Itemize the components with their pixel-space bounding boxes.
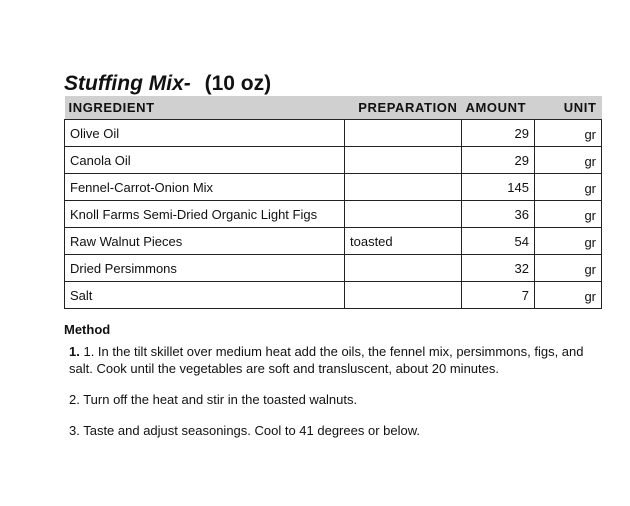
preparation-cell bbox=[345, 255, 462, 282]
amount-cell: 36 bbox=[462, 201, 535, 228]
preparation-cell bbox=[345, 201, 462, 228]
preparation-cell: toasted bbox=[345, 228, 462, 255]
table-row bbox=[65, 120, 602, 147]
unit-cell: gr bbox=[535, 255, 602, 282]
table-row bbox=[65, 201, 602, 228]
preparation-cell bbox=[345, 147, 462, 174]
ingredient-cell: Canola Oil bbox=[65, 147, 345, 174]
ingredient-cell: Olive Oil bbox=[65, 120, 345, 147]
preparation-cell bbox=[345, 282, 462, 309]
method-step-1 bbox=[69, 343, 594, 377]
header-preparation: PREPARATION bbox=[345, 96, 462, 120]
table-row bbox=[65, 174, 602, 201]
amount-cell: 32 bbox=[462, 255, 535, 282]
table-row bbox=[65, 147, 602, 174]
amount-cell: 29 bbox=[462, 120, 535, 147]
recipe-name: Stuffing Mix- bbox=[64, 72, 191, 95]
amount-cell: 29 bbox=[462, 147, 535, 174]
ingredient-cell: Dried Persimmons bbox=[65, 255, 345, 282]
ingredient-cell: Fennel-Carrot-Onion Mix bbox=[65, 174, 345, 201]
preparation-cell bbox=[345, 174, 462, 201]
method-step-3: 3. Taste and adjust seasonings. Cool to 41 degrees or below. bbox=[69, 423, 420, 438]
table-row bbox=[65, 282, 602, 309]
amount-cell: 145 bbox=[462, 174, 535, 201]
table-header-row bbox=[65, 96, 602, 120]
method-section bbox=[64, 322, 594, 439]
ingredients-table bbox=[64, 96, 602, 309]
recipe-title bbox=[64, 72, 271, 96]
step-1-number: 1. bbox=[69, 344, 80, 359]
header-ingredient: INGREDIENT bbox=[65, 96, 345, 120]
ingredient-cell: Knoll Farms Semi-Dried Organic Light Figs bbox=[65, 201, 345, 228]
ingredient-cell: Raw Walnut Pieces bbox=[65, 228, 345, 255]
unit-cell: gr bbox=[535, 120, 602, 147]
table-row bbox=[65, 228, 602, 255]
ingredient-cell: Salt bbox=[65, 282, 345, 309]
table-row bbox=[65, 255, 602, 282]
unit-cell: gr bbox=[535, 147, 602, 174]
unit-cell: gr bbox=[535, 174, 602, 201]
amount-cell: 54 bbox=[462, 228, 535, 255]
method-heading: Method bbox=[64, 322, 111, 337]
header-unit: UNIT bbox=[535, 96, 602, 120]
unit-cell: gr bbox=[535, 228, 602, 255]
amount-cell: 7 bbox=[462, 282, 535, 309]
recipe-yield: (10 oz) bbox=[204, 72, 272, 95]
step-1-text: 1. In the tilt skillet over medium heat add the oils, the fennel mix, persimmons, figs, and salt. Cook until the vegetables are soft and transluscent, about 20 minutes. bbox=[69, 344, 584, 376]
header-amount: AMOUNT bbox=[462, 96, 535, 120]
unit-cell: gr bbox=[535, 282, 602, 309]
method-step-2: 2. Turn off the heat and stir in the toasted walnuts. bbox=[69, 392, 358, 407]
unit-cell: gr bbox=[535, 201, 602, 228]
preparation-cell bbox=[345, 120, 462, 147]
